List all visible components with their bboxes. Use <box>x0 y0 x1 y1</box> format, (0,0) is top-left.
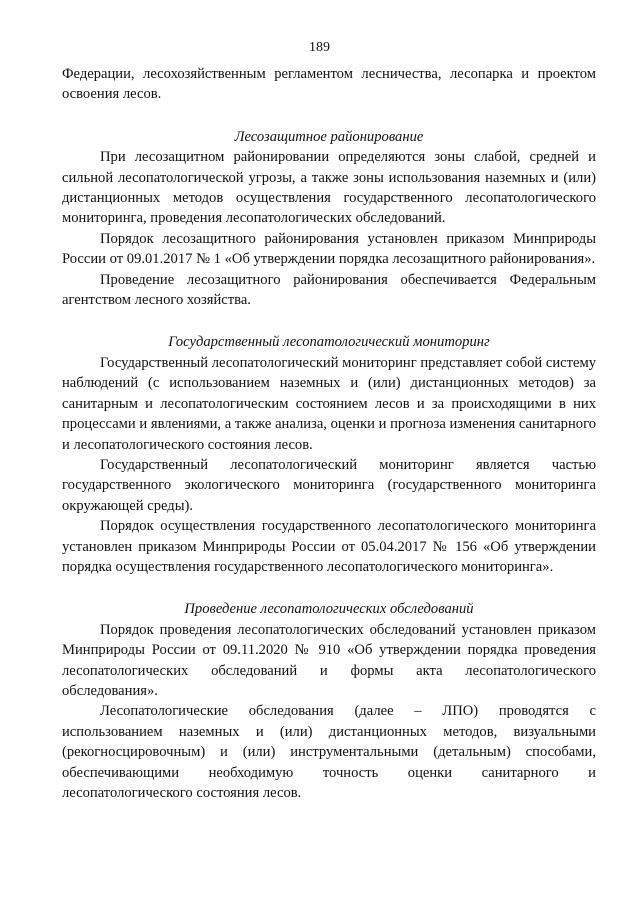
paragraph: При лесозащитном районировании определяются зоны слабой, средней и сильной лесопатологической угрозы, а также зоны использования наземных и (или) дистанционных методов осуществления государственного лесопатологического мониторинга, проведения лесопатологических обследований. <box>62 149 596 227</box>
page-body <box>62 64 596 803</box>
paragraph: Порядок осуществления государственного лесопатологического мониторинга установлен приказом Минприроды России от 05.04.2017 № 156 «Об утверждении порядка осуществления государственного лесопатологического мониторинга». <box>62 518 596 575</box>
section-heading: Государственный лесопатологический мониторинг <box>168 334 490 351</box>
paragraph: Лесопатологические обследования (далее – ЛПО) проводятся с использованием наземных и (или) дистанционных методов, визуальными (рекогносцировочным) и (или) инструментальными (детальным) способами, обеспечивающими необходимую точность оценки санитарного и лесопатологического состояния лесов. <box>62 703 596 801</box>
section-heading: Лесозащитное районирование <box>234 128 424 145</box>
paragraph: Порядок лесозащитного районирования установлен приказом Минприроды России от 09.01.2017 № 1 «Об утверждении порядка лесозащитного районирования». <box>62 230 596 268</box>
intro-paragraph: Федерации, лесохозяйственным регламентом лесничества, лесопарка и проектом освоения лесов. <box>62 66 596 103</box>
section-state-forest-pathology-monitoring <box>62 332 596 577</box>
page-number: 189 <box>309 40 330 55</box>
paragraph: Порядок проведения лесопатологических обследований установлен приказом Минприроды России от 09.11.2020 № 910 «Об утверждении порядка проведения лесопатологических обследований и формы акта лесопатологического обследования». <box>62 621 596 699</box>
paragraph: Государственный лесопатологический мониторинг представляет собой систему наблюдений (с использованием наземных и (или) дистанционных методов) за санитарным и лесопатологическим состоянием лесов и за происходящими в них процессами и явлениями, а также анализа, оценки и прогноза изменения санитарного и лесопатологического состояния лесов. <box>62 354 597 453</box>
section-heading: Проведение лесопатологических обследований <box>184 601 474 618</box>
section-forest-protection-zoning <box>62 127 596 311</box>
section-forest-pathology-surveys <box>62 599 596 803</box>
paragraph: Государственный лесопатологический мониторинг является частью государственного экологического мониторинга (государственного мониторинга окружающей среды). <box>62 456 596 514</box>
paragraph: Проведение лесозащитного районирования обеспечивается Федеральным агентством лесного хозяйства. <box>62 271 596 309</box>
